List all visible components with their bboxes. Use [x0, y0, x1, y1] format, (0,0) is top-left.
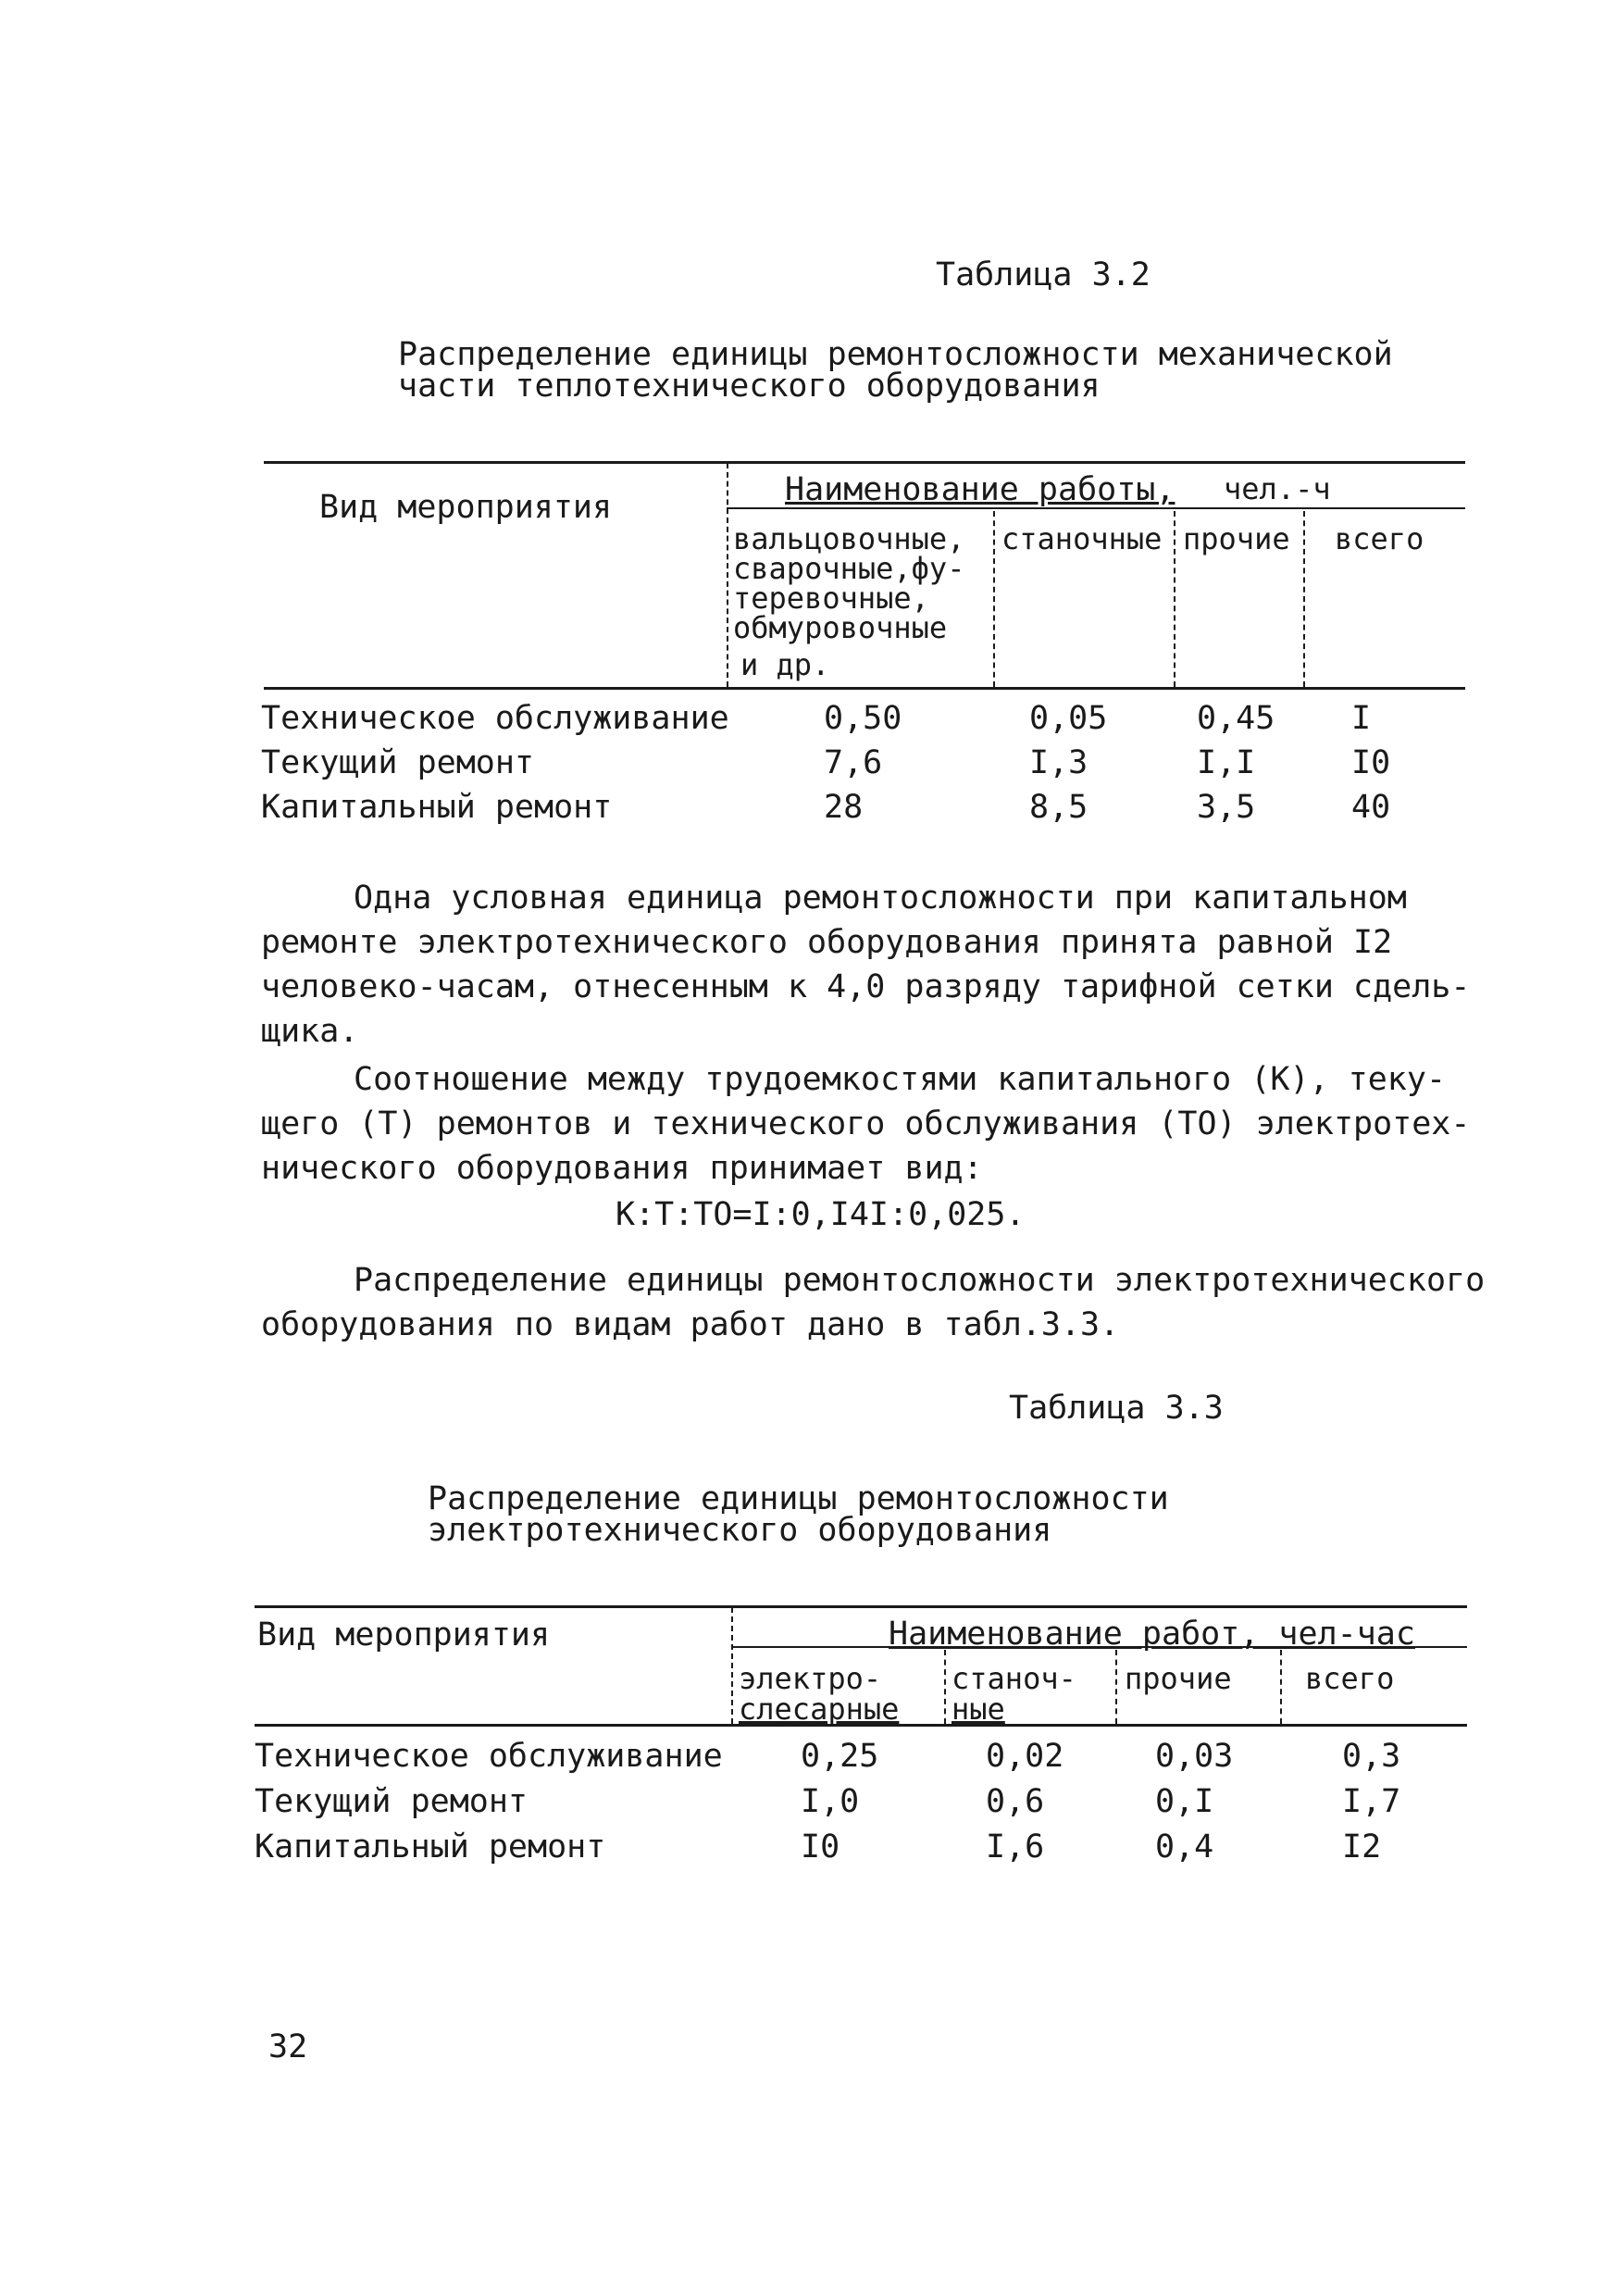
cell-value: I0 [801, 1828, 840, 1866]
paragraph-2-line-1: Соотношение между трудоемкостями капитального (К), теку- [354, 1061, 1447, 1098]
table-3-3-sub-col-3: прочие [1125, 1661, 1232, 1696]
cell-value: 0,05 [1029, 700, 1108, 737]
cell-value: 0,02 [986, 1738, 1064, 1775]
cell-value: 0,50 [824, 700, 902, 737]
table-3-2-top-rule [264, 461, 1465, 464]
formula: К:Т:ТО=I:0,I4I:0,025. [616, 1196, 1026, 1233]
row-label: Капитальный ремонт [255, 1828, 606, 1866]
row-label: Техническое обслуживание [261, 700, 729, 737]
table-3-3-label: Таблица 3.3 [1009, 1390, 1224, 1427]
table-3-2-sub-col-1-line-2: сварочные,фу- [733, 551, 965, 586]
table-3-2-sub-col-4: всего [1335, 521, 1424, 556]
table-3-2-divider-4 [1303, 511, 1305, 687]
paragraph-1-line-4: щика. [261, 1013, 359, 1050]
paragraph-1-line-3: человеко-часам, отнесенным к 4,0 разряду тарифной сетки сдель- [261, 968, 1471, 1005]
row-label: Текущий ремонт [261, 744, 535, 781]
cell-value: I,7 [1342, 1783, 1401, 1820]
cell-value: I,I [1197, 744, 1256, 781]
row-label: Капитальный ремонт [261, 789, 613, 826]
cell-value: 40 [1351, 789, 1391, 826]
table-3-2-sub-col-2: станочные [1001, 521, 1163, 556]
cell-value: 7,6 [824, 744, 883, 781]
cell-value: I [1351, 700, 1372, 737]
table-3-2-group-header: Наименование работы, [785, 471, 1175, 508]
table-3-2-divider-3 [1174, 511, 1175, 687]
cell-value: 0,03 [1155, 1738, 1234, 1775]
cell-value: 3,5 [1197, 789, 1256, 826]
table-3-3-title-line-1: Распределение единицы ремонтосложности [428, 1480, 1169, 1517]
row-label: Текущий ремонт [255, 1783, 529, 1820]
table-3-3-title-line-2: электротехнического оборудования [428, 1512, 1052, 1549]
paragraph-1-line-2: ремонте электротехнического оборудования принята равной I2 [261, 924, 1393, 961]
paragraph-1-line-1: Одна условная единица ремонтосложности при капитальном [354, 880, 1407, 917]
table-3-2-unit: чел.-ч [1224, 471, 1331, 506]
table-3-2-label: Таблица 3.2 [936, 256, 1151, 293]
page-number: 32 [268, 2028, 308, 2065]
cell-value: 8,5 [1029, 789, 1088, 826]
table-3-3-sub-col-1-line-1: электро- [739, 1661, 882, 1696]
cell-value: 0,25 [801, 1738, 879, 1775]
paragraph-3-line-1: Распределение единицы ремонтосложности электротехнического [354, 1262, 1486, 1299]
table-3-3-sub-col-1-line-2: слесарные [739, 1691, 900, 1727]
table-3-2-divider-2 [993, 511, 995, 687]
table-3-3-divider-4 [1280, 1650, 1282, 1724]
cell-value: I,0 [801, 1783, 860, 1820]
table-3-3-divider-3 [1115, 1650, 1117, 1724]
table-3-2-sub-col-1-line-5: и др. [740, 647, 830, 682]
table-3-3-divider-1 [731, 1607, 733, 1724]
paragraph-2-line-2: щего (Т) ремонтов и технического обслуживания (ТО) электротех- [261, 1105, 1471, 1142]
cell-value: I2 [1342, 1828, 1382, 1866]
table-3-3-sub-col-2-line-1: станоч- [952, 1661, 1076, 1696]
cell-value: 0,45 [1197, 700, 1275, 737]
table-3-2-sub-col-3: прочие [1183, 521, 1290, 556]
paragraph-3-line-2: оборудования по видам работ дано в табл.3.3. [261, 1306, 1120, 1343]
cell-value: 0,I [1155, 1783, 1214, 1820]
cell-value: 0,6 [986, 1783, 1045, 1820]
cell-value: I,3 [1029, 744, 1088, 781]
cell-value: 0,4 [1155, 1828, 1214, 1866]
table-3-2-header-bottom-rule [264, 687, 1465, 690]
table-3-2-divider-1 [727, 463, 728, 687]
row-label: Техническое обслуживание [255, 1738, 723, 1775]
table-3-2-title-line-1: Распределение единицы ремонтосложности механической [398, 336, 1393, 373]
table-3-3-top-rule [255, 1605, 1467, 1608]
table-3-2-title-line-2: части теплотехнического оборудования [398, 368, 1101, 405]
cell-value: I0 [1351, 744, 1391, 781]
table-3-3-sub-col-2-line-2: ные [952, 1691, 1005, 1727]
cell-value: 28 [824, 789, 864, 826]
table-3-2-sub-col-1-line-4: обмуровочные [733, 610, 948, 645]
table-3-3-divider-2 [944, 1650, 946, 1724]
table-3-2-sub-col-1-line-1: вальцовочные, [733, 521, 965, 556]
table-3-3-group-header: Наименование работ, чел-час [889, 1616, 1415, 1653]
table-3-2-sub-col-1-line-3: теревочные, [733, 580, 929, 616]
cell-value: 0,3 [1342, 1738, 1401, 1775]
table-3-3-col-event-header: Вид мероприятия [257, 1616, 551, 1653]
table-3-3-sub-col-4: всего [1305, 1661, 1395, 1696]
cell-value: I,6 [986, 1828, 1045, 1866]
paragraph-2-line-3: нического оборудования принимает вид: [261, 1150, 983, 1187]
table-3-2-col-event-header: Вид мероприятия [319, 489, 613, 526]
